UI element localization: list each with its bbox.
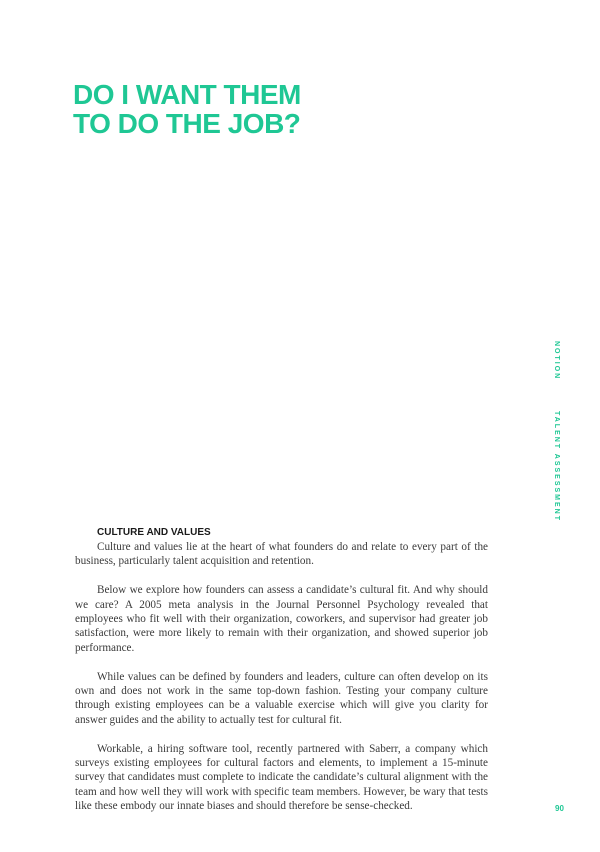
paragraph: Workable, a hiring software tool, recently partnered with Saberr, a company which surveys existing employees for cultural factors and elements, to implement a 15-minute survey that candidates must complete to indicate the candidate’s cultural alignment with the team and how well they will work with specific team members. However, be wary that tests like these embody our innate biases and should therefore be sense-checked.	[75, 742, 488, 813]
page-title	[73, 80, 301, 138]
paragraph: Below we explore how founders can assess a candidate’s cultural fit. And why should we care? A 2005 meta analysis in the Journal Personnel Psychology revealed that employees who fit well with their organization, coworkers, and supervisor had greater job satisfaction, were more likely to remain with their organization, and showed superior job performance.	[75, 584, 488, 654]
paragraph: While values can be defined by founders and leaders, culture can often develop on its own and does not work in the same top-down fashion. Testing your company culture through existing employees can be a valuable exercise which will give you clarity for answer guides and the ability to actually test for cultural fit.	[75, 670, 488, 726]
section-heading: CULTURE AND VALUES	[97, 527, 211, 538]
section-label: TALENT ASSESSMENT	[553, 411, 560, 523]
paragraph: Culture and values lie at the heart of what founders do and relate to every part of the business, particularly talent acquisition and retention.	[75, 541, 488, 568]
title-line-1: DO I WANT THEM	[73, 79, 301, 110]
article-body	[75, 526, 488, 828]
title-line-2: TO DO THE JOB?	[73, 108, 301, 139]
page-number: 90	[555, 804, 564, 813]
brand-label: NOTION	[553, 341, 560, 381]
